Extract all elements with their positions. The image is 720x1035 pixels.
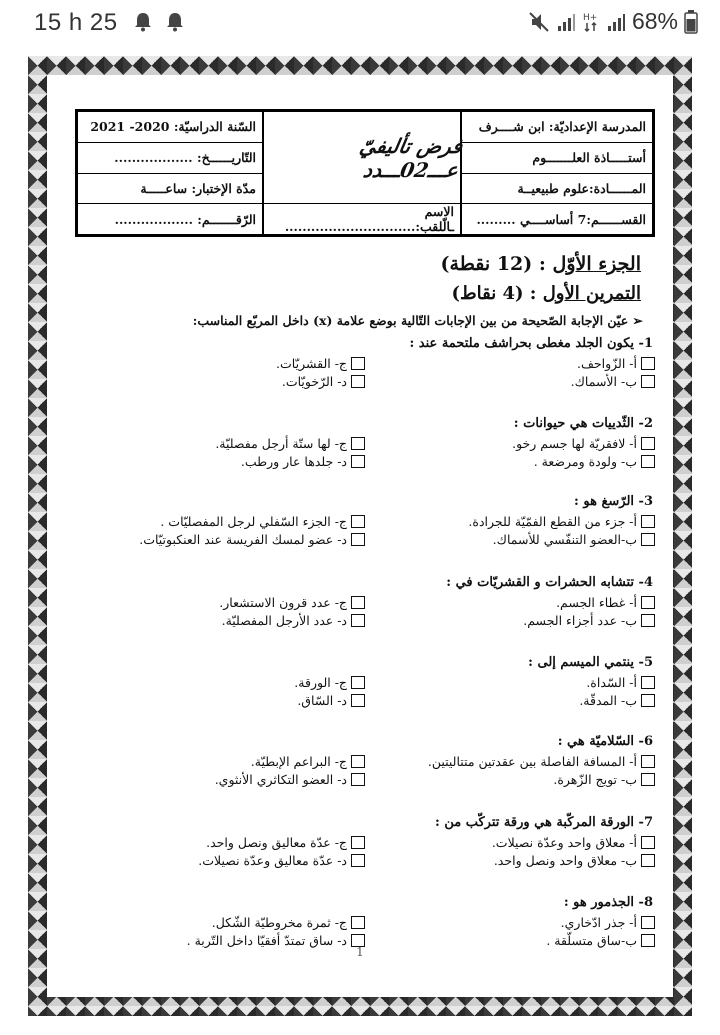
header-right-column <box>462 112 652 234</box>
option-label: د- الرّخويّات. <box>281 373 347 389</box>
option-label: ب-ساق متسلّقة . <box>546 932 637 948</box>
student-number-field: الرّقـــــــم: .................. <box>114 211 256 227</box>
options-row <box>75 372 655 390</box>
option-a[interactable] <box>365 833 655 851</box>
checkbox[interactable] <box>351 773 365 786</box>
option-label: ب- الأسماك. <box>570 373 637 389</box>
page-number: 1 <box>356 945 364 959</box>
options-row <box>75 593 655 611</box>
options-row <box>75 691 655 709</box>
option-d[interactable] <box>75 452 365 470</box>
options-row <box>75 851 655 869</box>
signal-icon <box>556 12 576 32</box>
checkbox[interactable] <box>641 596 655 609</box>
checkbox[interactable] <box>351 455 365 468</box>
checkbox[interactable] <box>641 437 655 450</box>
option-label: ب-العضو التنفّسي للأسماك. <box>492 531 637 547</box>
option-c[interactable] <box>75 833 365 851</box>
checkbox[interactable] <box>641 515 655 528</box>
part-one-label: الجزء الأوّل <box>552 253 641 275</box>
part-one-heading <box>441 253 641 275</box>
option-label: أ- جذر ادّخاري. <box>560 914 637 930</box>
school-name: المدرسة الإعداديّة: ابن شــــرف <box>462 112 652 143</box>
option-label: أ- السّداة. <box>586 674 637 690</box>
options-row <box>75 434 655 452</box>
option-a[interactable] <box>365 434 655 452</box>
option-d[interactable] <box>75 372 365 390</box>
option-a[interactable] <box>365 752 655 770</box>
option-d[interactable] <box>75 851 365 869</box>
option-a[interactable] <box>365 913 655 931</box>
options-row <box>75 512 655 530</box>
option-label: ج- الورقة. <box>294 674 347 690</box>
options-row <box>75 354 655 372</box>
checkbox[interactable] <box>351 437 365 450</box>
option-label: د- العضو التكاثري الأنثوي. <box>214 771 347 787</box>
option-d[interactable] <box>75 530 365 548</box>
hplus-icon <box>582 11 600 33</box>
exercise-one-label: التمرين الأول <box>542 283 641 304</box>
checkbox[interactable] <box>351 596 365 609</box>
school-year: السّنة الدراسيّة: 2020- 2021 <box>78 112 262 143</box>
option-b[interactable] <box>365 530 655 548</box>
header-middle-column <box>264 112 465 234</box>
option-label: ج- عدّة معاليق ونصل واحد. <box>206 834 347 850</box>
checkbox[interactable] <box>641 533 655 546</box>
exam-title-cell <box>264 112 465 204</box>
checkbox[interactable] <box>641 916 655 929</box>
options-row <box>75 833 655 851</box>
options-row <box>75 752 655 770</box>
question-title: 6- السّلاميّة هي : <box>557 734 653 749</box>
header-table <box>75 109 655 237</box>
exercise-one-heading <box>451 283 641 304</box>
subject: المــــــادة:علوم طبيعيــة <box>462 174 652 205</box>
question-title: 5- ينتمي الميسم إلى : <box>528 655 653 670</box>
option-a[interactable] <box>365 593 655 611</box>
checkbox[interactable] <box>641 357 655 370</box>
options-row <box>75 452 655 470</box>
option-label: ب- معلاق واحد ونصل واحد. <box>493 852 637 868</box>
checkbox[interactable] <box>351 357 365 370</box>
option-label: أ- معلاق واحد وعدّة نصيلات. <box>491 834 637 850</box>
question-title: 1- يكون الجلد مغطى بحراشف ملتحمة عند : <box>409 336 653 351</box>
option-label: أ- غطاء الجسم. <box>556 594 637 610</box>
option-b[interactable] <box>365 611 655 629</box>
option-c[interactable] <box>75 593 365 611</box>
checkbox[interactable] <box>641 755 655 768</box>
question-4 <box>75 575 655 629</box>
checkbox[interactable] <box>641 455 655 468</box>
option-label: د- عدد الأرجل المفصليّة. <box>221 612 347 628</box>
question-title: 4- تتشابه الحشرات و القشريّات في : <box>446 575 653 590</box>
option-label: ج- عدد قرون الاستشعار. <box>219 594 347 610</box>
option-b[interactable] <box>365 372 655 390</box>
question-title: 7- الورقة المركّبة هي ورقة تتركّب من : <box>435 815 653 830</box>
checkbox[interactable] <box>641 854 655 867</box>
question-6 <box>75 734 655 788</box>
question-2 <box>75 416 655 470</box>
question-title: 2- الثّدييات هي حيوانات : <box>513 416 653 431</box>
option-a[interactable] <box>365 354 655 372</box>
teacher: أستـــــاذة العلـــــــوم <box>462 143 652 174</box>
instruction: ➢ عيّن الإجابة الصّحيحة من بين الإجابات التّالية بوضع علامة (x) داخل المربّع المناسب: <box>192 313 643 328</box>
option-a[interactable] <box>365 512 655 530</box>
option-c[interactable] <box>75 354 365 372</box>
checkbox[interactable] <box>641 676 655 689</box>
option-label: أ- لافقريّة لها جسم رخو. <box>512 435 637 451</box>
checkbox[interactable] <box>641 375 655 388</box>
option-label: ج- لها ستّة أرجل مفصليّة. <box>215 435 347 451</box>
checkbox[interactable] <box>351 854 365 867</box>
checkbox[interactable] <box>641 773 655 786</box>
option-label: د- ساق تمتدّ أفقيّا داخل التّربة . <box>186 932 347 948</box>
options-row <box>75 611 655 629</box>
option-b[interactable] <box>365 851 655 869</box>
options-row <box>75 673 655 691</box>
option-c[interactable] <box>75 752 365 770</box>
option-b[interactable] <box>365 770 655 788</box>
question-3 <box>75 494 655 548</box>
checkbox[interactable] <box>351 614 365 627</box>
signal-icon <box>606 12 626 32</box>
question-7 <box>75 815 655 869</box>
option-label: د- عضو لمسك الفريسة عند العنكبوتيّات. <box>139 531 347 547</box>
option-label: أ- جزء من القطع الفمّيّة للجرادة. <box>468 513 637 529</box>
svg-text:H+: H+ <box>582 12 598 23</box>
option-label: د- عدّة معاليق وعدّة نصيلات. <box>198 852 347 868</box>
option-c[interactable] <box>75 512 365 530</box>
checkbox[interactable] <box>351 836 365 849</box>
mute-icon <box>528 11 550 33</box>
battery-icon <box>684 10 698 34</box>
checkbox[interactable] <box>351 916 365 929</box>
option-label: أ- الزّواحف. <box>577 355 637 371</box>
checkbox[interactable] <box>351 676 365 689</box>
option-label: د- السّاق. <box>297 692 347 708</box>
status-bar <box>0 0 720 44</box>
option-label: ب- ولودة ومرضعة . <box>533 453 637 469</box>
option-label: ب- تويج الزّهرة. <box>553 771 637 787</box>
checkbox[interactable] <box>351 755 365 768</box>
question-8 <box>75 895 655 949</box>
exam-title: فرض تأليفيّ عـــ02ـــدد <box>357 133 465 182</box>
option-c[interactable] <box>75 434 365 452</box>
options-row <box>75 530 655 548</box>
option-label: ج- ثمرة مخروطيّة الشّكل. <box>211 914 347 930</box>
checkbox[interactable] <box>351 533 365 546</box>
battery-percent: 68% <box>631 8 678 34</box>
question-1 <box>75 336 655 390</box>
option-d[interactable] <box>75 611 365 629</box>
options-row <box>75 770 655 788</box>
question-title: 3- الرّسغ هو : <box>574 494 653 509</box>
exam-duration: مدّة الإختبار: ساعـــــة <box>78 174 262 205</box>
date-field: التّاريــــــخ: .................. <box>78 143 262 174</box>
status-right-group <box>528 8 698 35</box>
option-c[interactable] <box>75 673 365 691</box>
checkbox[interactable] <box>641 694 655 707</box>
question-5 <box>75 655 655 709</box>
checkbox[interactable] <box>351 375 365 388</box>
option-label: أ- المسافة الفاصلة بين عقدتين متتاليتين. <box>427 753 637 769</box>
status-time: 15 h 25 <box>34 9 118 36</box>
bell-icon <box>166 12 184 32</box>
checkbox[interactable] <box>351 694 365 707</box>
option-label: ج- البراعم الإبطيّة. <box>250 753 347 769</box>
option-label: ج- القشريّات. <box>276 355 347 371</box>
student-name-field: الاسم ـالّلقب:.............................. <box>284 204 454 234</box>
bell-icon <box>134 12 152 32</box>
checkbox[interactable] <box>641 836 655 849</box>
part-one-points: : (12 نقطة) <box>440 253 546 275</box>
option-d[interactable] <box>75 691 365 709</box>
exercise-one-points: : (4 نقاط) <box>451 283 537 304</box>
checkbox[interactable] <box>351 515 365 528</box>
option-label: ب- عدد أجزاء الجسم. <box>523 612 637 628</box>
option-b[interactable] <box>365 452 655 470</box>
option-label: ج- الجزء السّفلي لرجل المفصليّات . <box>160 513 347 529</box>
option-b[interactable] <box>365 691 655 709</box>
header-left-column <box>78 112 264 234</box>
option-label: ب- المدقّة. <box>579 692 637 708</box>
checkbox[interactable] <box>641 614 655 627</box>
page <box>47 75 673 997</box>
class-field: القســــــم:7 أساســــي ......... <box>476 211 646 227</box>
option-d[interactable] <box>75 770 365 788</box>
option-label: د- جلدها عار ورطب. <box>240 453 347 469</box>
option-a[interactable] <box>365 673 655 691</box>
question-title: 8- الجذمور هو : <box>563 895 653 910</box>
page-border <box>28 56 692 1016</box>
options-row <box>75 913 655 931</box>
option-c[interactable] <box>75 913 365 931</box>
